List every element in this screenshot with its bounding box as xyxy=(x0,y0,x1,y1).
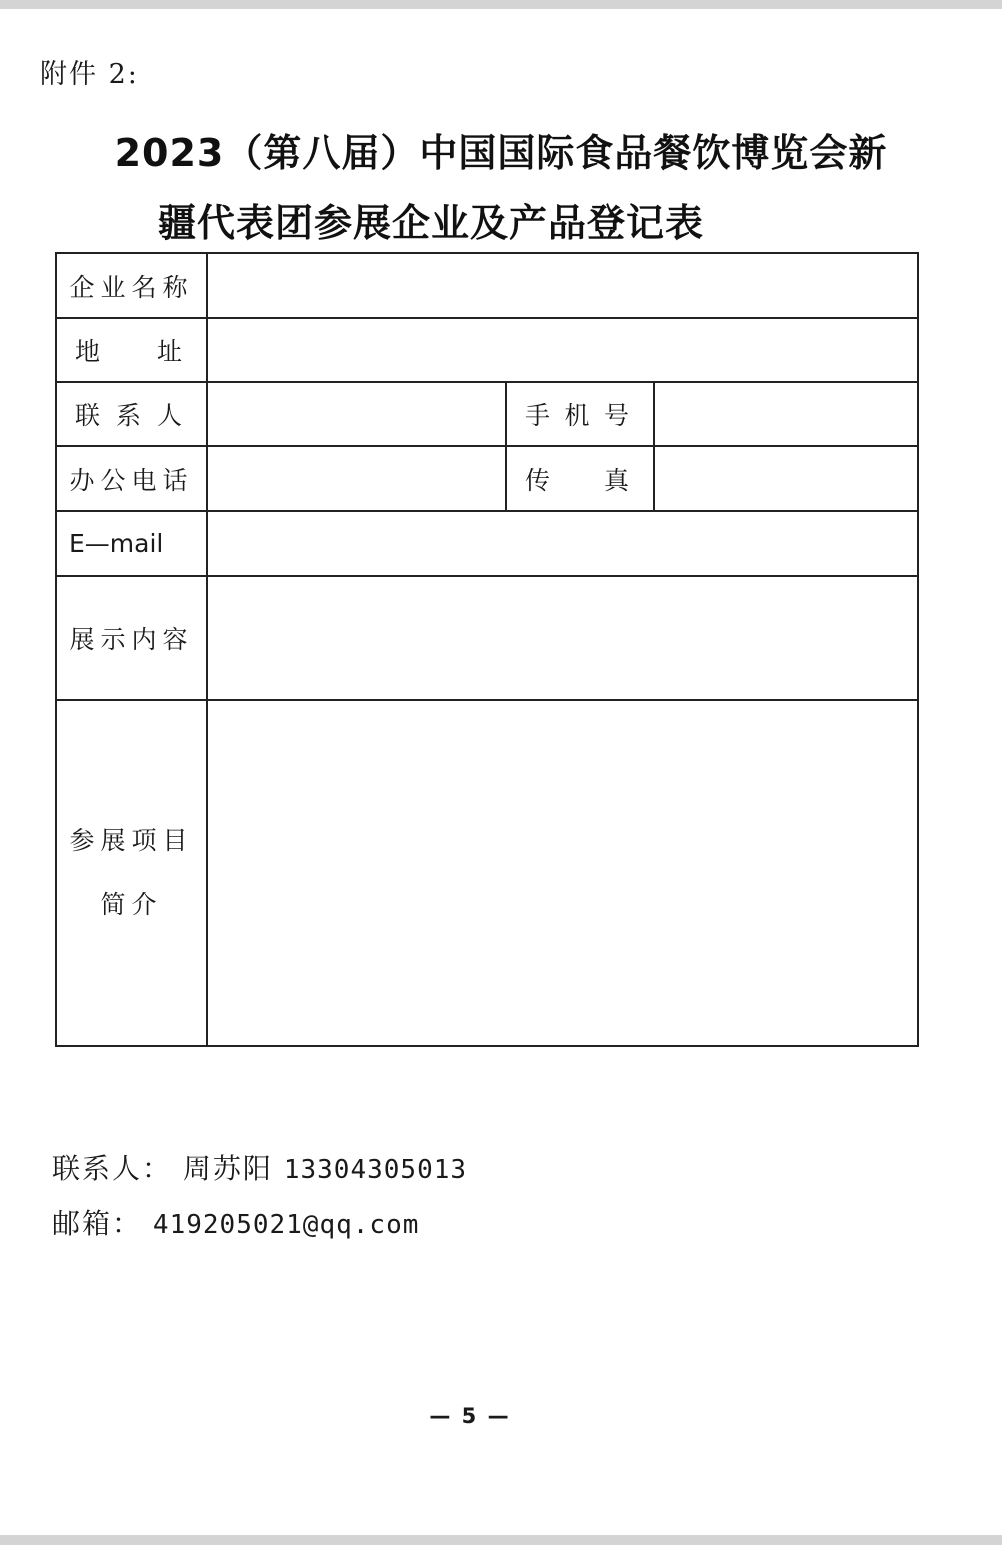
footer-email-value: 419205021@qq.com xyxy=(152,1210,420,1240)
row-exhibit-content xyxy=(56,576,918,700)
address-field[interactable] xyxy=(207,318,918,382)
exhibit-content-field[interactable] xyxy=(207,576,918,700)
document-title xyxy=(40,118,962,258)
mobile-field[interactable] xyxy=(654,382,918,446)
row-phone-fax xyxy=(56,446,918,511)
email-field[interactable] xyxy=(207,511,918,576)
row-contact xyxy=(56,382,918,446)
title-line-1: 2023（第八届）中国国际食品餐饮博览会新 xyxy=(114,131,888,175)
fax-field[interactable] xyxy=(654,446,918,511)
address-label: 地 址 xyxy=(56,318,207,382)
footer-email-label: 邮箱： xyxy=(52,1207,143,1240)
mobile-label: 手机号 xyxy=(506,382,654,446)
company-name-label: 企业名称 xyxy=(56,253,207,318)
scan-top-border xyxy=(0,0,1002,9)
company-name-field[interactable] xyxy=(207,253,918,318)
contact-person-label: 联系人 xyxy=(56,382,207,446)
office-phone-label: 办公电话 xyxy=(56,446,207,511)
email-label: E—mail xyxy=(56,511,207,576)
project-intro-field[interactable] xyxy=(207,700,918,1046)
project-intro-label-line-2: 简介 xyxy=(100,890,163,919)
fax-label: 传 真 xyxy=(506,446,654,511)
contact-line xyxy=(52,1142,467,1197)
attachment-label: 附件 2: xyxy=(40,59,139,90)
contact-label: 联系人： xyxy=(52,1152,173,1185)
email-line xyxy=(52,1197,467,1252)
project-intro-label-line-1: 参展项目 xyxy=(69,826,194,855)
row-address xyxy=(56,318,918,382)
contact-info xyxy=(52,1142,467,1252)
exhibit-content-label: 展示内容 xyxy=(56,576,207,700)
row-company-name xyxy=(56,253,918,318)
title-line-2: 疆代表团参展企业及产品登记表 xyxy=(158,201,705,245)
contact-phone: 13304305013 xyxy=(283,1155,468,1185)
contact-person-field[interactable] xyxy=(207,382,506,446)
contact-name: 周苏阳 xyxy=(182,1152,273,1185)
row-project-intro xyxy=(56,700,918,1046)
scan-bottom-border xyxy=(0,1535,1002,1545)
page-number: — 5 — xyxy=(429,1404,511,1428)
registration-form xyxy=(55,252,919,1047)
office-phone-field[interactable] xyxy=(207,446,506,511)
project-intro-label xyxy=(56,700,207,1046)
row-email xyxy=(56,511,918,576)
